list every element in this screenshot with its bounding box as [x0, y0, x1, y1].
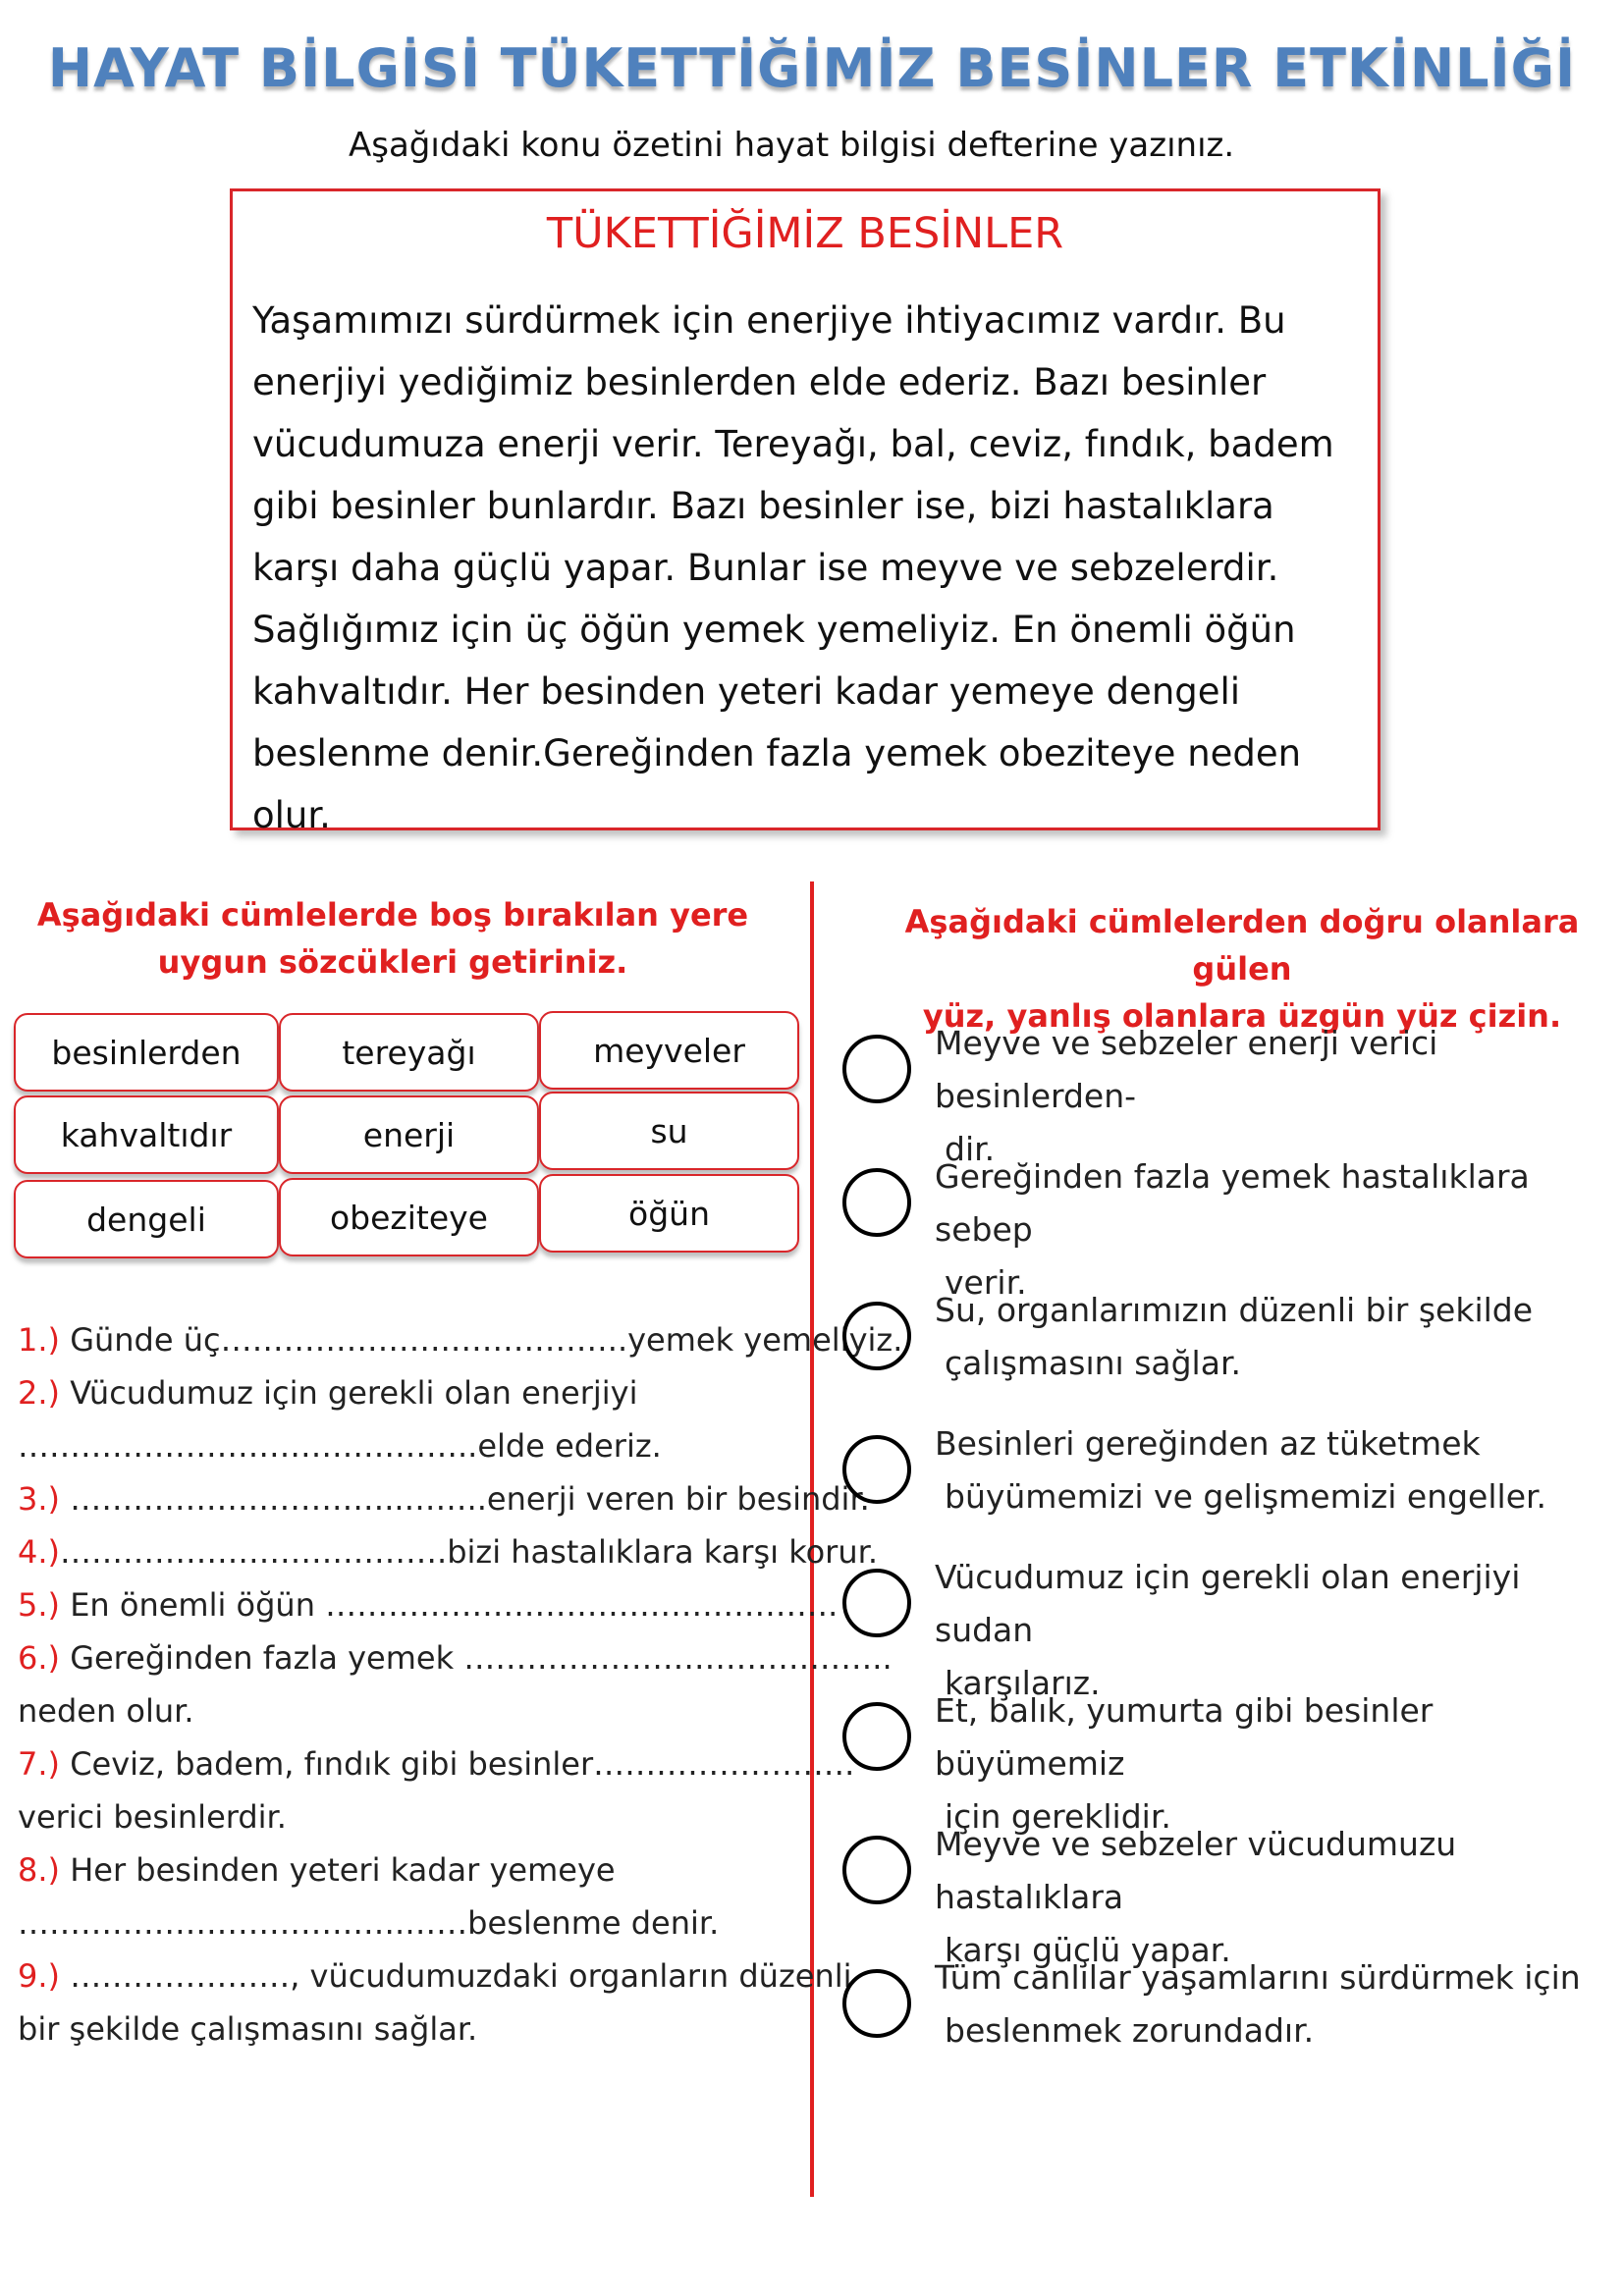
tf-line: Et, balık, yumurta gibi besinler büyümemiz — [935, 1691, 1434, 1783]
fill-line — [18, 1896, 803, 1949]
tf-item — [842, 1417, 1618, 1525]
question-text: ……………………………………..elde ederiz. — [18, 1427, 662, 1465]
tf-line: çalışmasını sağlar. — [945, 1344, 1241, 1382]
question-number: 7.) — [18, 1745, 61, 1783]
page-title: HAYAT BİLGİSİ TÜKETTİĞİMİZ BESİNLER ETKİNLİĞİ — [47, 37, 1577, 99]
question-text: ……………………………….bizi hastalıklara karşı korur. — [60, 1533, 878, 1571]
tf-line: Gereğinden fazla yemek hastalıklara sebep — [935, 1157, 1530, 1249]
summary-line: enerjiyi yediğimiz besinlerden elde ederiz. Bazı besinler — [252, 361, 1267, 403]
question-text: verici besinlerdir. — [18, 1798, 287, 1836]
tf-line: verir. — [945, 1263, 1027, 1302]
summary-line: karşı daha güçlü yapar. Bunlar ise meyve ve sebzelerdir. — [252, 547, 1279, 589]
word-box-enerji: enerji — [279, 1095, 539, 1174]
tf-line: beslenmek zorundadır. — [945, 2011, 1315, 2050]
answer-circle[interactable] — [842, 1435, 911, 1504]
question-number: 6.) — [18, 1639, 61, 1677]
fill-line — [18, 1843, 803, 1896]
tf-statement — [935, 1284, 1622, 1390]
tf-item — [842, 1150, 1618, 1302]
fill-line — [18, 1578, 839, 1631]
tf-item — [842, 1684, 1618, 1836]
tf-line: karşılarız. — [945, 1664, 1101, 1702]
question-text: En önemli öğün …………………………………………. — [60, 1586, 839, 1624]
tf-item — [842, 1951, 1618, 2059]
fill-line — [18, 1366, 803, 1419]
fill-line — [18, 1419, 803, 1472]
question-text: Her besinden yeteri kadar yemeye — [60, 1851, 616, 1889]
tf-title-line: yüz, yanlış olanlara üzgün yüz çizin. — [922, 997, 1562, 1035]
fill-line — [18, 1313, 903, 1366]
tf-line: Tüm canlılar yaşamlarını sürdürmek için — [935, 1958, 1581, 1997]
fill-line — [18, 1631, 893, 1684]
question-number: 4.) — [18, 1533, 61, 1571]
question-text: Vücudumuz için gerekli olan enerjiyi — [60, 1374, 638, 1412]
question-number: 9.) — [18, 1957, 61, 1995]
fill-line — [18, 1949, 852, 2002]
summary-text — [252, 290, 1377, 846]
tf-item — [842, 1017, 1618, 1168]
question-text: ……………………………….……beslenme denir. — [18, 1904, 720, 1942]
fill-section-title — [20, 891, 766, 986]
word-box-dengeli: dengeli — [14, 1180, 279, 1258]
tf-line: dir. — [945, 1130, 996, 1168]
question-text: bir şekilde çalışmasını sağlar. — [18, 2010, 478, 2048]
summary-line: beslenme denir.Gereğinden fazla yemek obeziteye neden olur. — [252, 732, 1302, 836]
tf-item — [842, 1284, 1618, 1392]
instruction-text: Aşağıdaki konu özetini hayat bilgisi defterine yazınız. — [349, 126, 1235, 165]
answer-circle[interactable] — [842, 1035, 911, 1103]
summary-line: Yaşamımızı sürdürmek için enerjiye ihtiyacımız vardır. Bu — [252, 299, 1286, 342]
fill-line — [18, 1684, 803, 1737]
question-number: 5.) — [18, 1586, 61, 1624]
summary-line: Sağlığımız için üç öğün yemek yemeliyiz. En önemli öğün — [252, 609, 1296, 651]
summary-title: TÜKETTİĞİMİZ BESİNLER — [546, 209, 1064, 258]
summary-line: vücudumuza enerji verir. Tereyağı, bal, ceviz, fındık, badem — [252, 423, 1334, 465]
word-box-tereyagi: tereyağı — [279, 1013, 539, 1092]
fill-title-line: uygun sözcükleri getiriniz. — [157, 943, 628, 981]
fill-in-list — [18, 1313, 903, 2056]
answer-circle[interactable] — [842, 1168, 911, 1237]
tf-title-line: Aşağıdaki cümlelerden doğru olanlara gülen — [904, 903, 1580, 988]
word-box-meyveler: meyveler — [539, 1011, 799, 1090]
answer-circle[interactable] — [842, 1836, 911, 1904]
answer-circle[interactable] — [842, 1302, 911, 1370]
word-box-ogun: öğün — [539, 1174, 799, 1253]
word-box-su: su — [539, 1092, 799, 1170]
question-number: 2.) — [18, 1374, 61, 1412]
fill-title-line: Aşağıdaki cümlelerde boş bırakılan yere — [36, 896, 749, 934]
answer-circle[interactable] — [842, 1569, 911, 1637]
answer-circle[interactable] — [842, 1969, 911, 2038]
fill-line — [18, 1472, 870, 1525]
question-number: 3.) — [18, 1480, 61, 1518]
tf-line: Besinleri gereğinden az tüketmek — [935, 1424, 1481, 1463]
tf-item — [842, 1551, 1618, 1702]
summary-box — [230, 188, 1380, 836]
tf-statement — [935, 1951, 1622, 2057]
question-text: Ceviz, badem, fındık gibi besinler……………………. — [60, 1745, 855, 1783]
tf-line: karşı güçlü yapar. — [945, 1931, 1231, 1969]
tf-statement — [935, 1417, 1622, 1523]
tf-line: büyümemizi ve gelişmemizi engeller. — [945, 1477, 1547, 1516]
tf-item — [842, 1818, 1618, 1969]
question-text: …………………, vücudumuzdaki organların düzenli — [60, 1957, 852, 1995]
question-number: 8.) — [18, 1851, 61, 1889]
word-box-kahvaltidir: kahvaltıdır — [14, 1095, 279, 1174]
question-text: Gereğinden fazla yemek ………………………………….. — [60, 1639, 893, 1677]
fill-line — [18, 1737, 855, 1790]
tf-line: Vücudumuz için gerekli olan enerjiyi sudan — [935, 1558, 1521, 1649]
question-number: 1.) — [18, 1321, 61, 1359]
word-box-obeziteye: obeziteye — [279, 1178, 539, 1256]
summary-line: kahvaltıdır. Her besinden yeteri kadar yemeye dengeli — [252, 670, 1241, 713]
question-text: Günde üç………………….……………..yemek yemeliyiz. — [60, 1321, 903, 1359]
word-box-besinlerden: besinlerden — [14, 1013, 279, 1092]
tf-line: için gereklidir. — [945, 1797, 1171, 1836]
answer-circle[interactable] — [842, 1702, 911, 1771]
fill-line — [18, 1525, 878, 1578]
tf-line: Meyve ve sebzeler enerji verici besinlerden- — [935, 1024, 1438, 1115]
tf-line: Meyve ve sebzeler vücudumuzu hastalıklara — [935, 1825, 1457, 1916]
tf-line: Su, organlarımızın düzenli bir şekilde — [935, 1291, 1534, 1329]
summary-line: gibi besinler bunlardır. Bazı besinler ise, bizi hastalıklara — [252, 485, 1274, 527]
question-text: …………………………..……..enerji veren bir besindir. — [60, 1480, 870, 1518]
question-text: neden olur. — [18, 1692, 194, 1730]
fill-line — [18, 1790, 803, 1843]
fill-line — [18, 2002, 803, 2056]
